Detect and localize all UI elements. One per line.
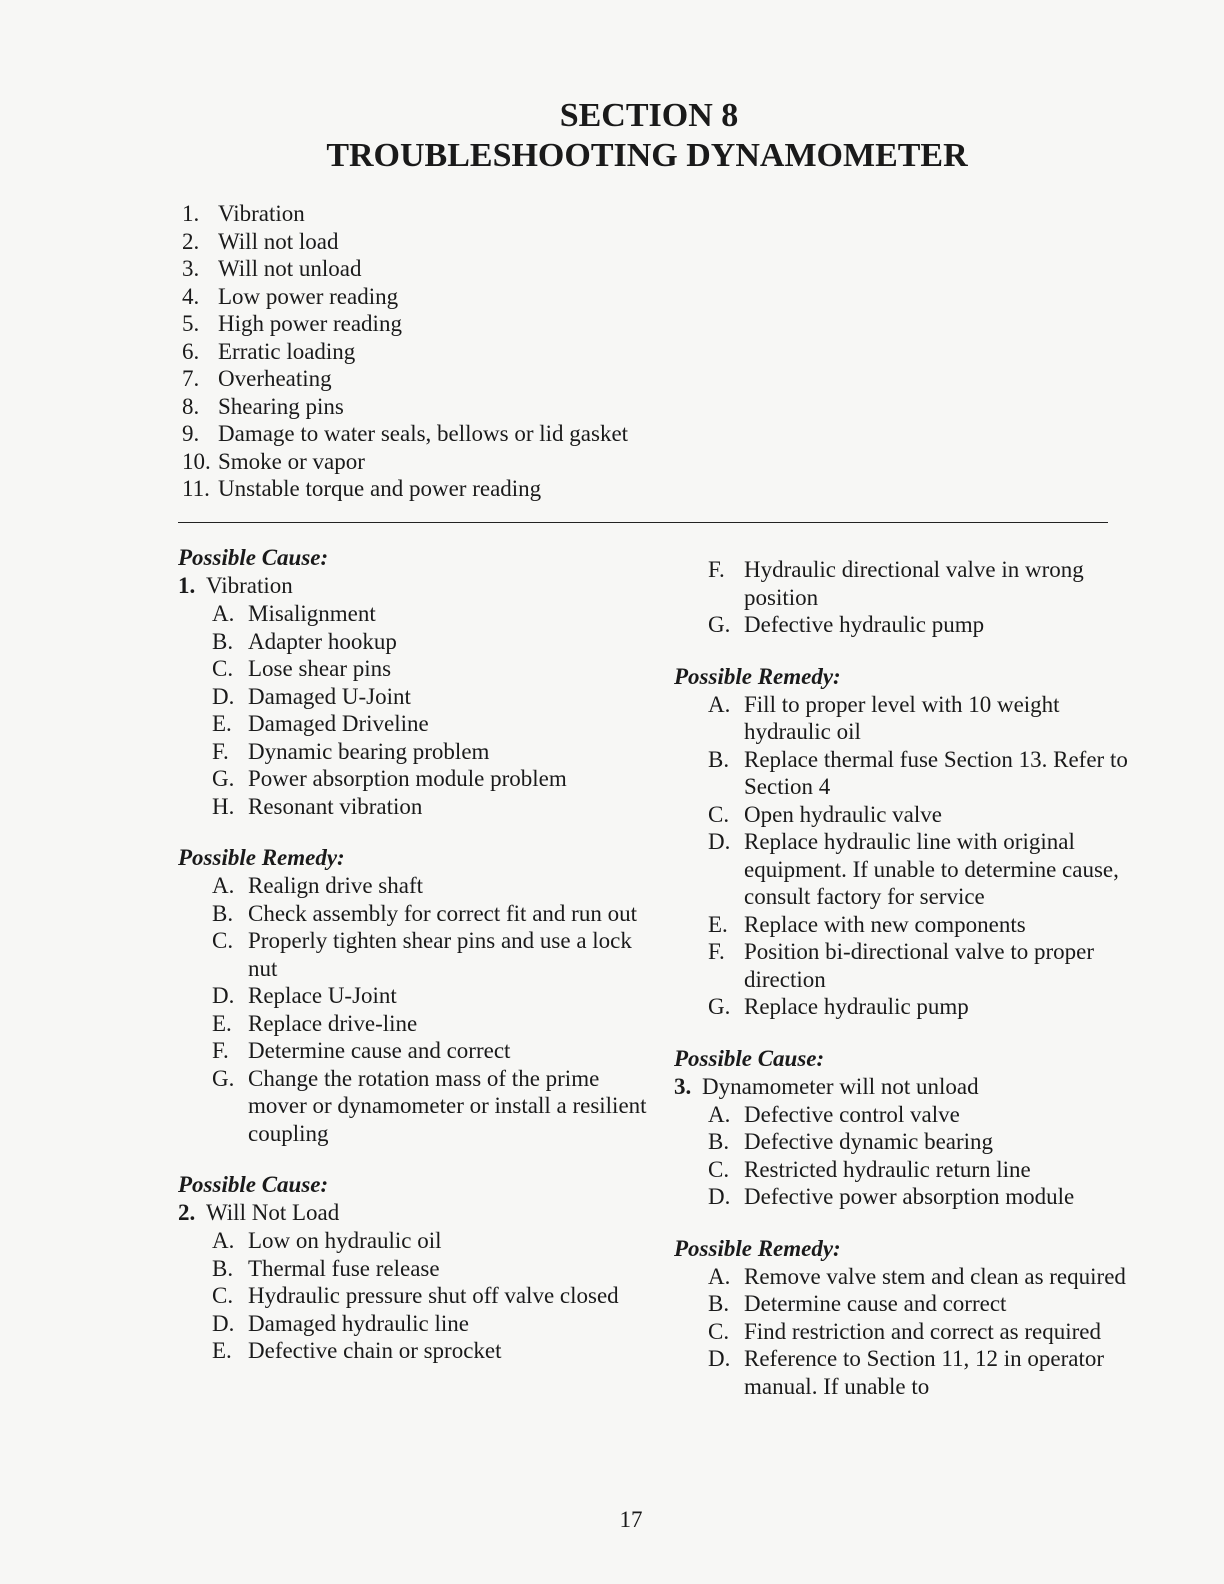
index-number: 7.: [182, 366, 200, 391]
item-letter: D.: [212, 683, 235, 709]
item-text: Thermal fuse release: [248, 1255, 440, 1281]
item-text: Replace with new components: [744, 911, 1026, 937]
problem-title: [178, 572, 648, 600]
item-text: Replace hydraulic pump: [744, 994, 969, 1019]
problem-title: [674, 1073, 1144, 1101]
problem-index-item: [182, 365, 628, 393]
list-item: [674, 1345, 1144, 1400]
item-letter: D.: [212, 1310, 235, 1336]
list-item: [178, 900, 648, 928]
list-item: [178, 1255, 648, 1283]
index-number: 8.: [182, 393, 200, 419]
possible-cause-heading: Possible Cause:: [178, 545, 329, 570]
item-text: Defective dynamic bearing: [744, 1129, 994, 1154]
item-text: Remove valve stem and clean as required: [744, 1263, 1126, 1289]
list-item: [178, 793, 648, 821]
index-text: Erratic loading: [218, 338, 356, 364]
item-letter: E.: [212, 711, 232, 736]
item-letter: E.: [212, 1010, 232, 1036]
index-text: Damage to water seals, bellows or lid gasket: [218, 421, 629, 446]
item-letter: A.: [212, 873, 235, 898]
item-letter: A.: [708, 1101, 731, 1127]
item-text: Dynamic bearing problem: [248, 738, 490, 764]
item-letter: C.: [708, 801, 730, 827]
index-text: High power reading: [218, 311, 402, 336]
index-text: Smoke or vapor: [218, 448, 365, 474]
problem-index-item: [182, 228, 628, 256]
problem-index-item: [182, 420, 628, 448]
list-item: [178, 1310, 648, 1338]
list-item: [178, 655, 648, 683]
possible-remedy-heading: Possible Remedy:: [674, 663, 841, 689]
item-letter: F.: [212, 738, 229, 764]
possible-cause-heading: Possible Cause:: [674, 1045, 825, 1071]
list-item: [178, 1065, 648, 1148]
index-text: Vibration: [218, 201, 305, 226]
list-item: [178, 1337, 648, 1365]
item-text: Damaged Driveline: [248, 711, 429, 736]
index-text: Shearing pins: [218, 393, 344, 419]
problem-text: Dynamometer will not unload: [702, 1073, 979, 1099]
item-text: Determine cause and correct: [248, 1038, 511, 1063]
index-text: Overheating: [218, 366, 332, 391]
cause-list: [178, 1227, 648, 1365]
item-text: Replace U-Joint: [248, 983, 397, 1008]
index-number: 3.: [182, 256, 200, 281]
item-text: Position bi-directional valve to proper direction: [744, 939, 1095, 992]
item-letter: B.: [212, 628, 234, 654]
section-subtitle: TROUBLESHOOTING DYNAMOMETER: [326, 137, 968, 174]
possible-remedy-heading: Possible Remedy:: [178, 845, 345, 870]
problem-index-item: [182, 200, 628, 228]
item-text: Defective power absorption module: [744, 1184, 1075, 1209]
list-item: [674, 938, 1144, 993]
item-letter: C.: [212, 656, 234, 681]
list-item: [178, 872, 648, 900]
list-item: [178, 982, 648, 1010]
item-text: Defective hydraulic pump: [744, 612, 985, 637]
index-number: 9.: [182, 421, 200, 446]
item-letter: G.: [212, 1065, 235, 1091]
item-letter: A.: [708, 1263, 731, 1289]
item-letter: A.: [212, 601, 235, 626]
item-text: Check assembly for correct fit and run out: [248, 900, 637, 926]
list-item: [674, 1290, 1144, 1318]
index-number: 5.: [182, 311, 200, 336]
index-number: 1.: [182, 201, 200, 226]
item-text: Power absorption module problem: [248, 766, 567, 791]
remedy-list: [674, 1263, 1144, 1401]
item-text: Realign drive shaft: [248, 873, 424, 898]
problem-title: [178, 1199, 648, 1227]
item-text: Resonant vibration: [248, 793, 423, 819]
list-item: [674, 1101, 1144, 1129]
item-letter: G.: [212, 766, 235, 791]
list-item: [178, 1010, 648, 1038]
item-text: Properly tighten shear pins and use a lock nut: [248, 928, 632, 981]
item-text: Replace hydraulic line with original equipment. If unable to determine cause, consult factory for service: [744, 829, 1119, 909]
item-text: Find restriction and correct as required: [744, 1318, 1102, 1344]
problem-text: Will Not Load: [206, 1200, 340, 1225]
right-column: [674, 556, 1144, 1400]
remedy-list: [178, 872, 648, 1147]
item-letter: A.: [708, 691, 731, 717]
list-item: [178, 1282, 648, 1310]
item-letter: F.: [212, 1038, 229, 1063]
list-item: [674, 691, 1144, 746]
item-letter: E.: [212, 1338, 232, 1363]
problem-index-item: [182, 338, 628, 366]
list-item: [674, 911, 1144, 939]
list-item: [178, 765, 648, 793]
item-text: Misalignment: [248, 601, 376, 626]
list-item: [178, 600, 648, 628]
item-text: Replace drive-line: [248, 1010, 418, 1036]
list-item: [178, 628, 648, 656]
item-letter: B.: [708, 746, 730, 772]
horizontal-divider: [178, 522, 1108, 523]
item-text: Defective control valve: [744, 1101, 960, 1127]
item-letter: D.: [708, 829, 731, 854]
item-letter: C.: [708, 1318, 730, 1344]
index-number: 2.: [182, 228, 200, 254]
item-letter: A.: [212, 1228, 235, 1253]
list-item: [674, 828, 1144, 911]
item-letter: D.: [212, 983, 235, 1008]
section-title: SECTION 8: [559, 97, 739, 134]
cause-list: [674, 1101, 1144, 1211]
title-block: [0, 96, 1224, 176]
left-column: [178, 544, 648, 1365]
problem-text: Vibration: [206, 573, 293, 598]
item-letter: B.: [708, 1129, 730, 1154]
item-letter: F.: [708, 557, 725, 582]
problem-number: 3.: [674, 1073, 692, 1099]
list-item: [674, 993, 1144, 1021]
item-text: Fill to proper level with 10 weight hydraulic oil: [744, 691, 1060, 744]
index-text: Will not load: [218, 228, 339, 254]
item-letter: B.: [212, 1255, 234, 1281]
item-letter: F.: [708, 939, 725, 964]
list-item: [178, 710, 648, 738]
item-letter: E.: [708, 911, 728, 937]
item-letter: G.: [708, 612, 731, 637]
index-number: 10.: [182, 448, 211, 474]
item-text: Change the rotation mass of the prime mover or dynamometer or install a resilient coupling: [248, 1065, 647, 1146]
item-text: Restricted hydraulic return line: [744, 1156, 1031, 1182]
item-letter: B.: [212, 900, 234, 926]
problem-number: 2.: [178, 1200, 196, 1225]
index-number: 6.: [182, 338, 200, 364]
list-item: [674, 1263, 1144, 1291]
item-text: Adapter hookup: [248, 628, 397, 654]
problem-index-item: [182, 283, 628, 311]
item-text: Damaged hydraulic line: [248, 1310, 469, 1336]
item-text: Low on hydraulic oil: [248, 1228, 442, 1253]
item-text: Hydraulic pressure shut off valve closed: [248, 1283, 619, 1308]
item-letter: D.: [708, 1184, 731, 1209]
list-item: [674, 1128, 1144, 1156]
problem-index-item: [182, 393, 628, 421]
item-letter: C.: [212, 1283, 234, 1308]
cause-list: [178, 600, 648, 820]
item-text: Open hydraulic valve: [744, 801, 942, 827]
item-text: Defective chain or sprocket: [248, 1338, 502, 1363]
index-number: 11.: [182, 476, 210, 501]
item-text: Lose shear pins: [248, 656, 392, 681]
problem-index-item: [182, 475, 628, 503]
index-text: Will not unload: [218, 256, 362, 281]
item-text: Replace thermal fuse Section 13. Refer to Section 4: [744, 746, 1128, 799]
list-item: [674, 1318, 1144, 1346]
item-text: Reference to Section 11, 12 in operator manual. If unable to: [744, 1346, 1104, 1399]
item-text: Hydraulic directional valve in wrong position: [744, 557, 1084, 610]
list-item: [178, 927, 648, 982]
list-item: [178, 683, 648, 711]
problem-index-item: [182, 310, 628, 338]
item-text: Determine cause and correct: [744, 1291, 1007, 1316]
cause-list-continued: [674, 556, 1144, 639]
item-letter: B.: [708, 1291, 730, 1316]
possible-remedy-heading: Possible Remedy:: [674, 1235, 841, 1261]
possible-cause-heading: Possible Cause:: [178, 1172, 329, 1197]
list-item: [674, 1156, 1144, 1184]
list-item: [674, 801, 1144, 829]
list-item: [178, 738, 648, 766]
page-number: 17: [619, 1507, 643, 1532]
item-text: Damaged U-Joint: [248, 683, 411, 709]
remedy-list: [674, 691, 1144, 1021]
problem-index-list: [182, 200, 628, 503]
index-number: 4.: [182, 283, 200, 309]
problem-index-item: [182, 448, 628, 476]
index-text: Unstable torque and power reading: [218, 476, 542, 501]
list-item: [178, 1037, 648, 1065]
index-text: Low power reading: [218, 283, 399, 309]
list-item: [674, 746, 1144, 801]
problem-number: 1.: [178, 573, 196, 598]
item-letter: D.: [708, 1346, 731, 1371]
list-item: [674, 611, 1144, 639]
list-item: [674, 556, 1144, 611]
problem-index-item: [182, 255, 628, 283]
list-item: [178, 1227, 648, 1255]
item-letter: G.: [708, 994, 731, 1019]
item-letter: C.: [212, 928, 234, 953]
list-item: [674, 1183, 1144, 1211]
item-letter: C.: [708, 1156, 730, 1182]
item-letter: H.: [212, 793, 235, 819]
